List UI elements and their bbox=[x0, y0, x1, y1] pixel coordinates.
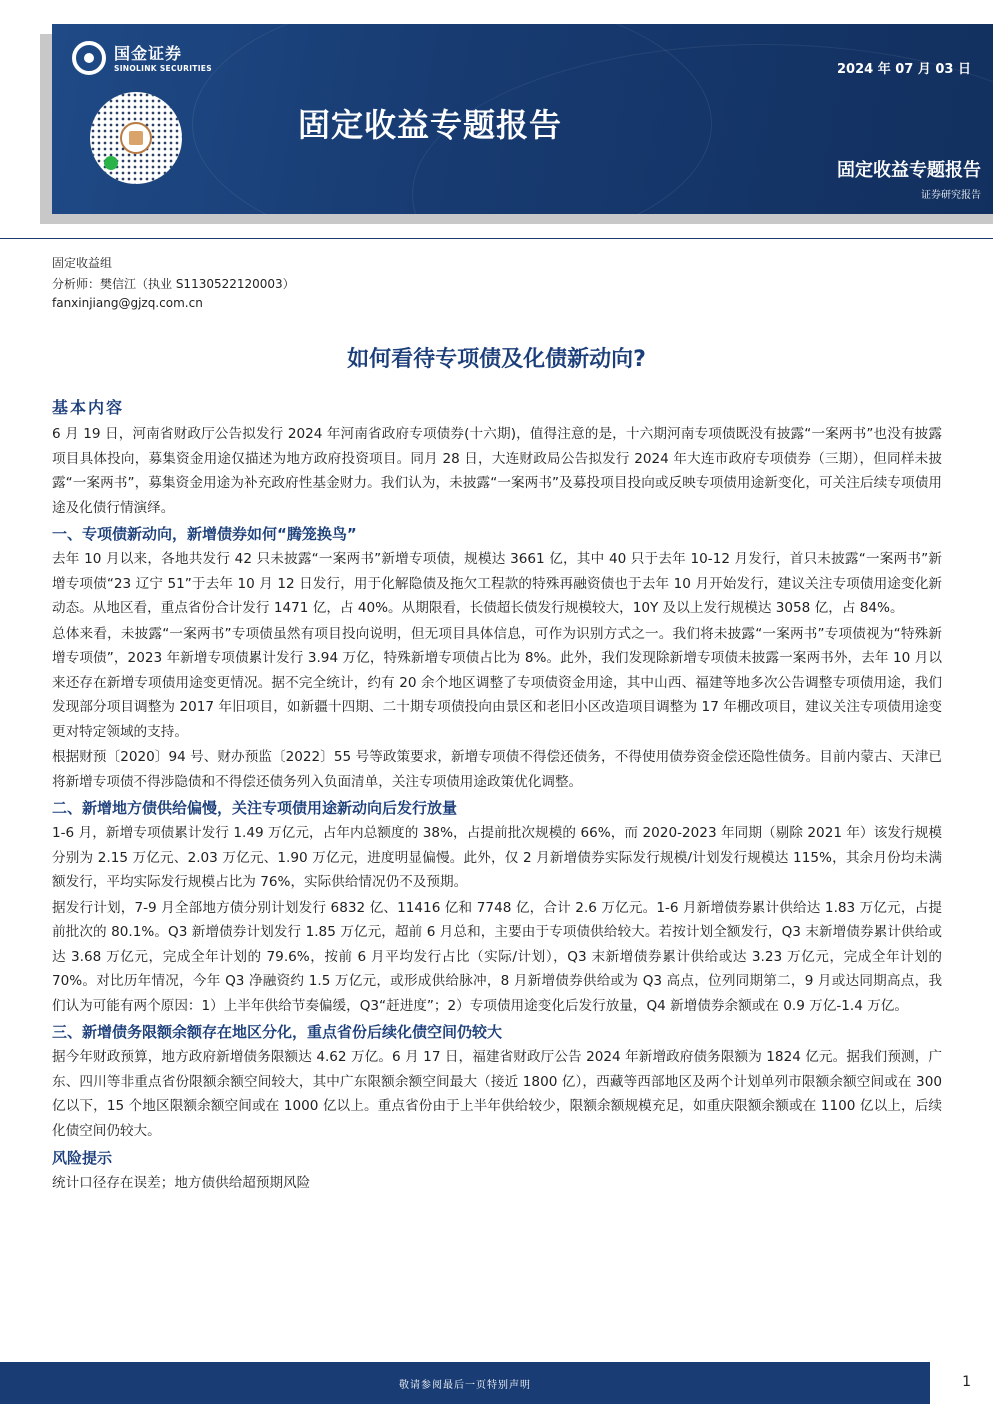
analyst-info: 分析师：樊信江（执业 S1130522120003） bbox=[52, 277, 295, 291]
section-2-paragraph: 1-6 月，新增专项债累计发行 1.49 万亿元，占年内总额度的 38%，占提前批次规模的 66%，而 2020-2023 年同期（剔除 2021 年）该发行规模分别为 2.15 万亿元、2.03 万亿元、1.90 万亿元，进度明显偏慢。此外，仅 2 月新增债券实际发行规模/计划发行规模达 115%，其余月份均未满额发行，平均实际发行规模占比为 76%，实际供给情况仍不及预期。 bbox=[52, 825, 942, 890]
logo-name-cn: 国金证券 bbox=[114, 44, 183, 63]
banner-shadow-left bbox=[40, 34, 52, 224]
basic-paragraph: 6 月 19 日，河南省财政厅公告拟发行 2024 年河南省政府专项债券(十六期)，值得注意的是，十六期河南专项债既没有披露“一案两书”也没有披露项目具体投向，募集资金用途仅描述为地方政府投资项目。同月 28 日，大连财政局公告拟发行 2024 年大连市政府专项债券（三期），但同样未披露“一案两书”，募集资金用途为补充政府性基金财力。我们认为，未披露“一案两书”及募投项目投向或反映专项债用途新变化，可关注后续专项债用途及化债行情演绎。 bbox=[52, 426, 942, 516]
report-date: 2024 年 07 月 03 日 bbox=[837, 62, 971, 77]
report-banner-title: 固定收益专题报告 bbox=[298, 106, 563, 144]
research-group: 固定收益组 bbox=[52, 256, 113, 270]
report-type: 固定收益专题报告 bbox=[837, 160, 981, 181]
report-subtype: 证券研究报告 bbox=[921, 190, 981, 201]
header-divider bbox=[0, 238, 993, 239]
risk-heading: 风险提示 bbox=[52, 1149, 113, 1167]
section-1-paragraph: 总体来看，未披露“一案两书”专项债虽然有项目投向说明，但无项目具体信息，可作为识别方式之一。我们将未披露“一案两书”专项债视为“特殊新增专项债”，2023 年新增专项债累计发行 3.94 万亿，特殊新增专项债占比为 8%。此外，我们发现除新增专项债未披露一案两书外，去年 10 月以来还存在新增专项债用途变更情况。据不完全统计，约有 20 余个地区调整了专项债资金用途，其中山西、福建等地多次公告调整专项债用途，我们发现部分项目调整为 2017 年旧项目，如新疆十四期、二十期专项债投向由景区和老旧小区改造项目调整为 17 年棚改项目，建议关注专项债用途变更对特定领域的支持。 bbox=[52, 625, 942, 740]
section-1-heading: 一、专项债新动向，新增债券如何“腾笼换鸟” bbox=[52, 525, 357, 543]
mini-program-icon bbox=[104, 156, 118, 170]
basic-content-heading: 基本内容 bbox=[52, 398, 125, 417]
section-1-paragraph: 根据财预〔2020〕94 号、财办预监〔2022〕55 号等政策要求，新增专项债不得偿还债务，不得使用债券资金偿还隐性债务。目前内蒙古、天津已将新增专项债不得涉隐债和不得偿还债务列入负面清单，关注专项债用途政策优化调整。 bbox=[52, 749, 942, 790]
footer-notice: 敬请参阅最后一页特别声明 bbox=[399, 1380, 531, 1391]
logo-icon bbox=[72, 41, 106, 75]
logo-name-en: SINOLINK SECURITIES bbox=[114, 64, 212, 73]
section-2-heading: 二、新增地方债供给偏慢，关注专项债用途新动向后发行放量 bbox=[52, 799, 458, 817]
qr-center-badge bbox=[120, 122, 152, 154]
section-3-paragraph: 据今年财政预算，地方政府新增债务限额达 4.62 万亿。6 月 17 日，福建省财政厅公告 2024 年新增政府债务限额为 1824 亿元。据我们预测，广东、四川等非重点省份限额余额空间较大，其中广东限额余额空间最大（接近 1800 亿），西藏等西部地区及两个计划单列市限额余额空间或在 300 亿以下，15 个地区限额余额空间或在 1000 亿以上。重点省份由于上半年供给较少，限额余额规模充足，如重庆限额余额或在 1100 亿以上，后续化债空间仍较大。 bbox=[52, 1049, 942, 1139]
risk-text: 统计口径存在误差；地方债供给超预期风险 bbox=[52, 1175, 311, 1191]
company-logo bbox=[72, 38, 232, 78]
report-body bbox=[52, 394, 942, 1195]
section-1-paragraph: 去年 10 月以来，各地共发行 42 只未披露“一案两书”新增专项债，规模达 3661 亿，其中 40 只于去年 10-12 月发行，首只未披露“一案两书”新增专项债“23 辽宁 51”于去年 10 月 12 日发行，用于化解隐债及拖欠工程款的特殊再融资债也于去年 10 月开始发行，建议关注专项债用途变化新动态。从地区看，重点省份合计发行 1471 亿，占 40%。从期限看，长债超长债发行规模较大，10Y 及以上发行规模达 3058 亿，占 84%。 bbox=[52, 551, 942, 616]
analyst-email[interactable]: fanxinjiang@gjzq.com.cn bbox=[52, 296, 203, 310]
qr-code-icon bbox=[90, 92, 182, 184]
page-footer bbox=[0, 1362, 993, 1404]
section-3-heading: 三、新增债务限额余额存在地区分化，重点省份后续化债空间仍较大 bbox=[52, 1023, 503, 1041]
section-2-paragraph: 据发行计划，7-9 月全部地方债分别计划发行 6832 亿、11416 亿和 7748 亿，合计 2.6 万亿元。1-6 月新增债券累计供给达 1.83 万亿元，占提前批次的 80.1%。Q3 新增债券计划发行 1.85 万亿元，超前 6 月总和，主要由于专项债供给较大。若按计划全额发行，Q3 末新增债券累计供给或达 3.68 万亿元，完成全年计划的 79.6%，按前 6 月平均发行占比（实际/计划），Q3 末新增债券累计供给或达 3.23 万亿元，完成全年计划的 70%。对比历年情况，今年 Q3 净融资约 1.5 万亿元，或形成供给脉冲，8 月新增债券供给或为 Q3 高点，位列同期第二，9 月或达同期高点，我们认为可能有两个原因：1）上半年供给节奏偏缓，Q3“赶进度”；2）专项债用途变化后发行放量，Q4 新增债券余额或在 0.9 万亿-1.4 万亿。 bbox=[52, 899, 942, 1014]
banner-shadow-bottom bbox=[40, 214, 993, 224]
page-number: 1 bbox=[962, 1374, 971, 1390]
document-title: 如何看待专项债及化债新动向? bbox=[347, 347, 646, 372]
